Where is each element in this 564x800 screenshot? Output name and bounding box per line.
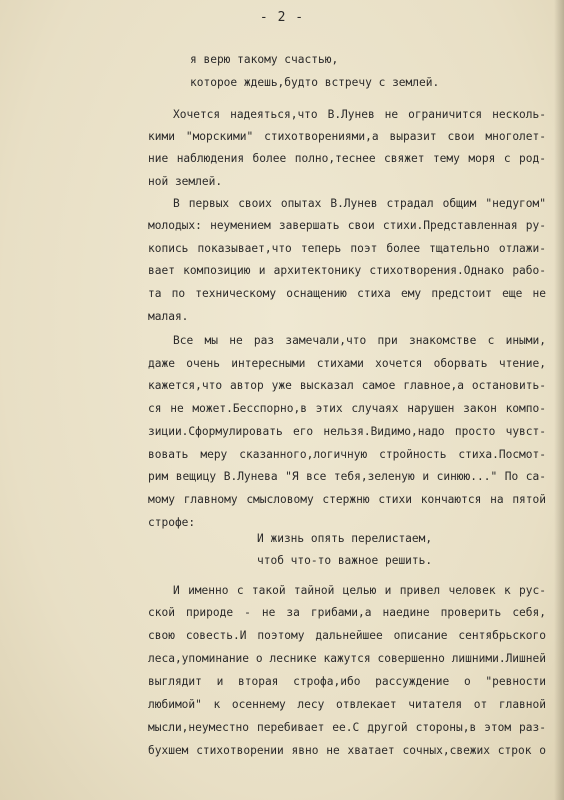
text-line: малая. [148,310,189,323]
text-line: копись показывает,что теперь поэт более тщательно отлажи- [148,242,546,255]
text-line: леса,упоминание о леснике кажутся совершенно лишними.Лишней [148,652,546,665]
poem-line: которое ждешь,будто встречу с землей. [190,76,440,89]
text-line: ской природе - не за грибами,а наедине проверить себя, [148,606,546,619]
text-line: Хочется надеяться,что В.Лунев не ограничится несколь- [173,108,546,121]
page-edge-shadow [554,0,564,800]
quote-line: И жизнь опять перелистаем, [257,532,433,545]
poem-line: я верю такому счастью, [190,53,339,66]
text-line: ся не может.Бесспорно,в этих случаях нарушен закон компо- [148,402,546,415]
text-line: даже очень интересными стихами хочется оборвать чтение, [148,357,546,370]
text-line: свою совесть.И поэтому дальнейшее описание сентябрьского [148,629,546,642]
text-line: В первых своих опытах В.Лунев страдал общим "недугом" [173,197,546,210]
text-line: вает композицию и архитектонику стихотворения.Однако рабо- [148,264,546,277]
text-line: выглядит и вторая строфа,ибо рассуждение о "ревности [148,675,546,688]
quote-line: чтоб что-то важное решить. [257,554,433,567]
text-line: любимой" к осеннему лесу отвлекает читателя от главной [148,698,546,711]
text-line: ной землей. [148,175,223,188]
text-line: кажется,что автор уже высказал самое главное,а остановить- [148,379,546,392]
page-number: - 2 - [259,10,305,25]
text-line: строфе: [148,516,196,529]
text-line: Все мы не раз замечали,что при знакомстве с иными, [173,334,546,347]
text-line: бухшем стихотворении явно не хватает сочных,свежих строк о [148,744,546,757]
text-line: кими "морскими" стихотворениями,а выразит свои многолет- [148,130,546,143]
text-line: мому главному смысловому стержню стихи кончаются на пятой [148,493,546,506]
text-line: та по техническому оснащению стиха ему предстоит еще не [148,287,546,300]
text-line: ние наблюдения более полно,теснее свяжет тему моря с род- [148,152,546,165]
text-line: вовать меру сказанного,логичную стройность стиха.Посмот- [148,448,546,461]
text-line: И именно с такой тайной целью и привел человек к рус- [173,584,546,597]
text-line: молодых: неумением завершать свои стихи.Представленная ру- [148,219,546,232]
text-line: мысли,неуместно перебивает ее.С другой стороны,в этом раз- [148,721,546,734]
text-line: рим вещицу В.Лунева "Я все тебя,зеленую и синюю..." По са- [148,470,546,483]
text-line: зиции.Сформулировать его нельзя.Видимо,надо просто чувст- [148,425,546,438]
